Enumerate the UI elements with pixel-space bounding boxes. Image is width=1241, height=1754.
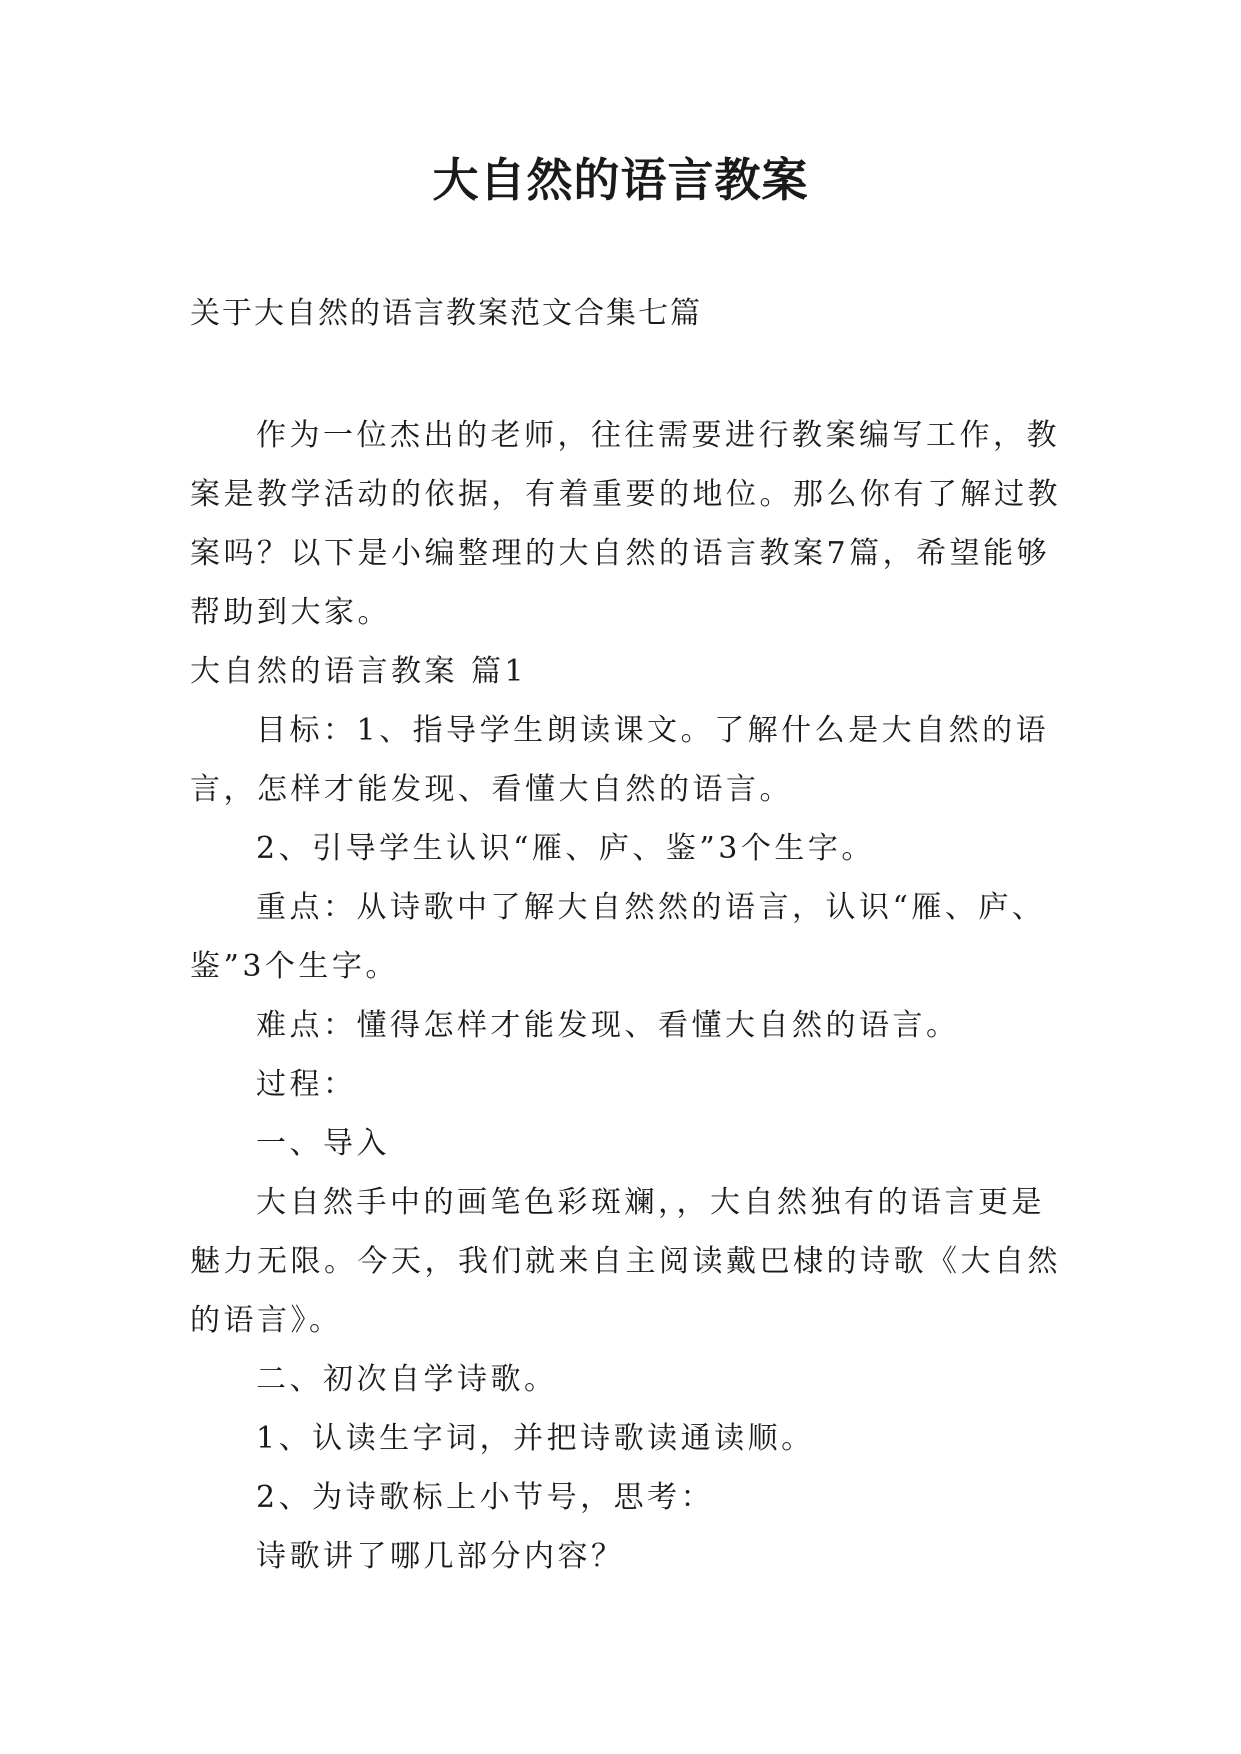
document-title: 大自然的语言教案: [432, 153, 809, 207]
self-study-item-1: 1、认读生字词，并把诗歌读通读顺。: [256, 1421, 815, 1456]
step-self-study-heading: 二、初次自学诗歌。: [256, 1362, 558, 1397]
document-subtitle: 关于大自然的语言教案范文合集七篇: [190, 296, 702, 331]
step-intro-heading: 一、导入: [256, 1126, 390, 1161]
goal-item-2: 2、引导学生认识“雁、庐、鉴”3个生字。: [256, 831, 875, 866]
key-point-paragraph: 重点：从诗歌中了解大自然然的语言，认识“雁、庐、鉴”3个生字。: [190, 890, 1046, 984]
section-heading: 大自然的语言教案 篇1: [190, 654, 528, 689]
difficulty-paragraph: 难点：懂得怎样才能发现、看懂大自然的语言。: [256, 1008, 960, 1043]
document-body: [190, 406, 1070, 1586]
question-line: 诗歌讲了哪几部分内容？: [256, 1539, 625, 1574]
intro-paragraph: 作为一位杰出的老师，往往需要进行教案编写工作，教案是教学活动的依据，有着重要的地位。那么你有了解过教案吗？以下是小编整理的大自然的语言教案7篇，希望能够帮助到大家。: [190, 418, 1061, 630]
self-study-item-2: 2、为诗歌标上小节号，思考：: [256, 1480, 715, 1515]
goal-paragraph: 目标：1、指导学生朗读课文。了解什么是大自然的语言，怎样才能发现、看懂大自然的语言。: [190, 713, 1050, 807]
process-label: 过程：: [256, 1067, 357, 1102]
intro-text-paragraph: 大自然手中的画笔色彩斑斓，，大自然独有的语言更是魅力无限。今天，我们就来自主阅读戴巴棣的诗歌《大自然的语言》。: [190, 1185, 1061, 1338]
